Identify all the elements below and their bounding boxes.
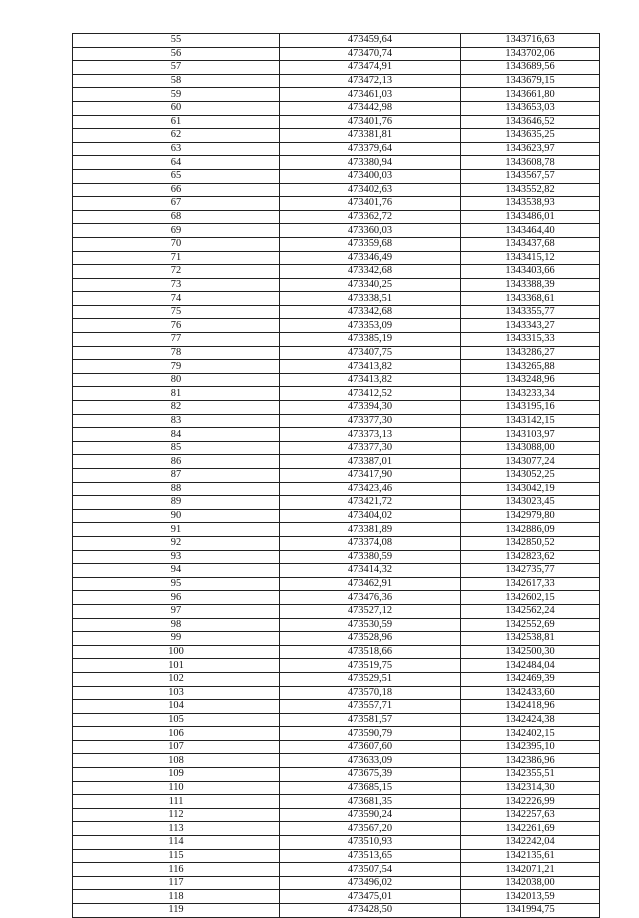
table-row — [73, 142, 600, 156]
point-number-cell: 107 — [73, 740, 280, 754]
point-number-cell: 98 — [73, 618, 280, 632]
y-coordinate-cell: 1342418,96 — [461, 700, 600, 714]
y-coordinate-cell: 1342552,69 — [461, 618, 600, 632]
x-coordinate-cell: 473685,15 — [280, 781, 461, 795]
x-coordinate-cell: 473428,50 — [280, 904, 461, 918]
x-coordinate-cell: 473385,19 — [280, 333, 461, 347]
x-coordinate-cell: 473412,52 — [280, 387, 461, 401]
x-coordinate-cell: 473407,75 — [280, 346, 461, 360]
table-row — [73, 713, 600, 727]
point-number-cell: 93 — [73, 550, 280, 564]
table-row — [73, 536, 600, 550]
table-row — [73, 659, 600, 673]
point-number-cell: 70 — [73, 237, 280, 251]
table-row — [73, 904, 600, 918]
x-coordinate-cell: 473528,96 — [280, 632, 461, 646]
point-number-cell: 92 — [73, 536, 280, 550]
point-number-cell: 82 — [73, 401, 280, 415]
y-coordinate-cell: 1343088,00 — [461, 441, 600, 455]
y-coordinate-cell: 1343623,97 — [461, 142, 600, 156]
x-coordinate-cell: 473513,65 — [280, 849, 461, 863]
y-coordinate-cell: 1342433,60 — [461, 686, 600, 700]
y-coordinate-cell: 1342355,51 — [461, 768, 600, 782]
x-coordinate-cell: 473401,76 — [280, 115, 461, 129]
x-coordinate-cell: 473633,09 — [280, 754, 461, 768]
y-coordinate-cell: 1343567,57 — [461, 169, 600, 183]
table-row — [73, 795, 600, 809]
y-coordinate-cell: 1343233,34 — [461, 387, 600, 401]
point-number-cell: 56 — [73, 47, 280, 61]
table-row — [73, 849, 600, 863]
point-number-cell: 68 — [73, 210, 280, 224]
x-coordinate-cell: 473340,25 — [280, 278, 461, 292]
point-number-cell: 118 — [73, 890, 280, 904]
table-row — [73, 333, 600, 347]
table-row — [73, 754, 600, 768]
y-coordinate-cell: 1343653,03 — [461, 101, 600, 115]
point-number-cell: 90 — [73, 509, 280, 523]
table-row — [73, 224, 600, 238]
y-coordinate-cell: 1343689,56 — [461, 61, 600, 75]
y-coordinate-cell: 1343077,24 — [461, 455, 600, 469]
y-coordinate-cell: 1342979,80 — [461, 509, 600, 523]
table-row — [73, 101, 600, 115]
y-coordinate-cell: 1343403,66 — [461, 265, 600, 279]
table-row — [73, 346, 600, 360]
x-coordinate-cell: 473527,12 — [280, 604, 461, 618]
y-coordinate-cell: 1343437,68 — [461, 237, 600, 251]
x-coordinate-cell: 473342,68 — [280, 265, 461, 279]
point-number-cell: 116 — [73, 863, 280, 877]
table-row — [73, 115, 600, 129]
table-row — [73, 428, 600, 442]
point-number-cell: 69 — [73, 224, 280, 238]
y-coordinate-cell: 1343265,88 — [461, 360, 600, 374]
point-number-cell: 105 — [73, 713, 280, 727]
point-number-cell: 100 — [73, 645, 280, 659]
table-row — [73, 509, 600, 523]
y-coordinate-cell: 1343661,80 — [461, 88, 600, 102]
point-number-cell: 81 — [73, 387, 280, 401]
x-coordinate-cell: 473414,32 — [280, 564, 461, 578]
point-number-cell: 104 — [73, 700, 280, 714]
y-coordinate-cell: 1341994,75 — [461, 904, 600, 918]
y-coordinate-cell: 1342314,30 — [461, 781, 600, 795]
point-number-cell: 114 — [73, 836, 280, 850]
point-number-cell: 74 — [73, 292, 280, 306]
x-coordinate-cell: 473423,46 — [280, 482, 461, 496]
point-number-cell: 119 — [73, 904, 280, 918]
y-coordinate-cell: 1342850,52 — [461, 536, 600, 550]
point-number-cell: 75 — [73, 305, 280, 319]
x-coordinate-cell: 473342,68 — [280, 305, 461, 319]
point-number-cell: 115 — [73, 849, 280, 863]
y-coordinate-cell: 1343486,01 — [461, 210, 600, 224]
x-coordinate-cell: 473404,02 — [280, 509, 461, 523]
x-coordinate-cell: 473377,30 — [280, 441, 461, 455]
point-number-cell: 78 — [73, 346, 280, 360]
x-coordinate-cell: 473461,03 — [280, 88, 461, 102]
y-coordinate-cell: 1342257,63 — [461, 808, 600, 822]
table-row — [73, 278, 600, 292]
y-coordinate-cell: 1343042,19 — [461, 482, 600, 496]
y-coordinate-cell: 1343646,52 — [461, 115, 600, 129]
point-number-cell: 89 — [73, 496, 280, 510]
table-row — [73, 700, 600, 714]
y-coordinate-cell: 1342013,59 — [461, 890, 600, 904]
table-row — [73, 441, 600, 455]
y-coordinate-cell: 1342071,21 — [461, 863, 600, 877]
x-coordinate-cell: 473400,03 — [280, 169, 461, 183]
x-coordinate-cell: 473338,51 — [280, 292, 461, 306]
point-number-cell: 113 — [73, 822, 280, 836]
y-coordinate-cell: 1343343,27 — [461, 319, 600, 333]
point-number-cell: 57 — [73, 61, 280, 75]
table-row — [73, 672, 600, 686]
x-coordinate-cell: 473581,57 — [280, 713, 461, 727]
x-coordinate-cell: 473570,18 — [280, 686, 461, 700]
table-row — [73, 591, 600, 605]
y-coordinate-cell: 1343195,16 — [461, 401, 600, 415]
point-number-cell: 106 — [73, 727, 280, 741]
table-row — [73, 319, 600, 333]
table-row — [73, 550, 600, 564]
coordinate-table-body — [73, 34, 600, 918]
table-row — [73, 469, 600, 483]
y-coordinate-cell: 1342469,39 — [461, 672, 600, 686]
table-row — [73, 47, 600, 61]
x-coordinate-cell: 473529,51 — [280, 672, 461, 686]
table-row — [73, 251, 600, 265]
y-coordinate-cell: 1342602,15 — [461, 591, 600, 605]
y-coordinate-cell: 1343286,27 — [461, 346, 600, 360]
point-number-cell: 85 — [73, 441, 280, 455]
y-coordinate-cell: 1342500,30 — [461, 645, 600, 659]
x-coordinate-cell: 473530,59 — [280, 618, 461, 632]
point-number-cell: 60 — [73, 101, 280, 115]
table-row — [73, 210, 600, 224]
x-coordinate-cell: 473413,82 — [280, 373, 461, 387]
table-row — [73, 360, 600, 374]
y-coordinate-cell: 1343248,96 — [461, 373, 600, 387]
point-number-cell: 61 — [73, 115, 280, 129]
point-number-cell: 91 — [73, 523, 280, 537]
point-number-cell: 110 — [73, 781, 280, 795]
point-number-cell: 80 — [73, 373, 280, 387]
x-coordinate-cell: 473353,09 — [280, 319, 461, 333]
table-row — [73, 740, 600, 754]
point-number-cell: 59 — [73, 88, 280, 102]
point-number-cell: 71 — [73, 251, 280, 265]
x-coordinate-cell: 473402,63 — [280, 183, 461, 197]
point-number-cell: 108 — [73, 754, 280, 768]
y-coordinate-cell: 1343023,45 — [461, 496, 600, 510]
table-row — [73, 34, 600, 48]
table-row — [73, 577, 600, 591]
y-coordinate-cell: 1343052,25 — [461, 469, 600, 483]
x-coordinate-cell: 473346,49 — [280, 251, 461, 265]
y-coordinate-cell: 1342038,00 — [461, 876, 600, 890]
point-number-cell: 109 — [73, 768, 280, 782]
y-coordinate-cell: 1343415,12 — [461, 251, 600, 265]
x-coordinate-cell: 473362,72 — [280, 210, 461, 224]
y-coordinate-cell: 1343635,25 — [461, 129, 600, 143]
table-row — [73, 88, 600, 102]
x-coordinate-cell: 473394,30 — [280, 401, 461, 415]
x-coordinate-cell: 473359,68 — [280, 237, 461, 251]
y-coordinate-cell: 1342562,24 — [461, 604, 600, 618]
point-number-cell: 58 — [73, 74, 280, 88]
table-row — [73, 292, 600, 306]
x-coordinate-cell: 473380,94 — [280, 156, 461, 170]
coordinate-table — [72, 33, 600, 918]
table-row — [73, 197, 600, 211]
table-row — [73, 632, 600, 646]
point-number-cell: 62 — [73, 129, 280, 143]
table-row — [73, 822, 600, 836]
y-coordinate-cell: 1342261,69 — [461, 822, 600, 836]
table-row — [73, 414, 600, 428]
point-number-cell: 84 — [73, 428, 280, 442]
x-coordinate-cell: 473413,82 — [280, 360, 461, 374]
x-coordinate-cell: 473507,54 — [280, 863, 461, 877]
table-row — [73, 401, 600, 415]
point-number-cell: 99 — [73, 632, 280, 646]
table-row — [73, 523, 600, 537]
y-coordinate-cell: 1343464,40 — [461, 224, 600, 238]
x-coordinate-cell: 473360,03 — [280, 224, 461, 238]
y-coordinate-cell: 1343388,39 — [461, 278, 600, 292]
point-number-cell: 117 — [73, 876, 280, 890]
table-row — [73, 265, 600, 279]
x-coordinate-cell: 473373,13 — [280, 428, 461, 442]
x-coordinate-cell: 473377,30 — [280, 414, 461, 428]
x-coordinate-cell: 473557,71 — [280, 700, 461, 714]
x-coordinate-cell: 473472,13 — [280, 74, 461, 88]
table-row — [73, 645, 600, 659]
point-number-cell: 94 — [73, 564, 280, 578]
y-coordinate-cell: 1342823,62 — [461, 550, 600, 564]
table-row — [73, 183, 600, 197]
point-number-cell: 67 — [73, 197, 280, 211]
x-coordinate-cell: 473510,93 — [280, 836, 461, 850]
x-coordinate-cell: 473475,01 — [280, 890, 461, 904]
x-coordinate-cell: 473607,60 — [280, 740, 461, 754]
point-number-cell: 87 — [73, 469, 280, 483]
x-coordinate-cell: 473462,91 — [280, 577, 461, 591]
y-coordinate-cell: 1343368,61 — [461, 292, 600, 306]
point-number-cell: 112 — [73, 808, 280, 822]
point-number-cell: 101 — [73, 659, 280, 673]
table-row — [73, 727, 600, 741]
x-coordinate-cell: 473417,90 — [280, 469, 461, 483]
table-row — [73, 604, 600, 618]
table-row — [73, 61, 600, 75]
table-row — [73, 836, 600, 850]
y-coordinate-cell: 1343538,93 — [461, 197, 600, 211]
y-coordinate-cell: 1342424,38 — [461, 713, 600, 727]
point-number-cell: 103 — [73, 686, 280, 700]
table-row — [73, 305, 600, 319]
y-coordinate-cell: 1342402,15 — [461, 727, 600, 741]
y-coordinate-cell: 1342886,09 — [461, 523, 600, 537]
table-row — [73, 876, 600, 890]
point-number-cell: 65 — [73, 169, 280, 183]
point-number-cell: 79 — [73, 360, 280, 374]
x-coordinate-cell: 473421,72 — [280, 496, 461, 510]
table-row — [73, 387, 600, 401]
table-row — [73, 237, 600, 251]
y-coordinate-cell: 1343679,15 — [461, 74, 600, 88]
y-coordinate-cell: 1342538,81 — [461, 632, 600, 646]
y-coordinate-cell: 1342135,61 — [461, 849, 600, 863]
point-number-cell: 95 — [73, 577, 280, 591]
point-number-cell: 55 — [73, 34, 280, 48]
x-coordinate-cell: 473518,66 — [280, 645, 461, 659]
x-coordinate-cell: 473496,02 — [280, 876, 461, 890]
y-coordinate-cell: 1343716,63 — [461, 34, 600, 48]
y-coordinate-cell: 1342242,04 — [461, 836, 600, 850]
point-number-cell: 64 — [73, 156, 280, 170]
x-coordinate-cell: 473381,89 — [280, 523, 461, 537]
x-coordinate-cell: 473681,35 — [280, 795, 461, 809]
x-coordinate-cell: 473380,59 — [280, 550, 461, 564]
x-coordinate-cell: 473401,76 — [280, 197, 461, 211]
y-coordinate-cell: 1343103,97 — [461, 428, 600, 442]
x-coordinate-cell: 473476,36 — [280, 591, 461, 605]
x-coordinate-cell: 473519,75 — [280, 659, 461, 673]
table-row — [73, 129, 600, 143]
x-coordinate-cell: 473675,39 — [280, 768, 461, 782]
point-number-cell: 76 — [73, 319, 280, 333]
table-row — [73, 618, 600, 632]
y-coordinate-cell: 1342395,10 — [461, 740, 600, 754]
point-number-cell: 73 — [73, 278, 280, 292]
table-row — [73, 890, 600, 904]
table-row — [73, 564, 600, 578]
point-number-cell: 111 — [73, 795, 280, 809]
y-coordinate-cell: 1342617,33 — [461, 577, 600, 591]
point-number-cell: 77 — [73, 333, 280, 347]
table-row — [73, 781, 600, 795]
y-coordinate-cell: 1343142,15 — [461, 414, 600, 428]
table-row — [73, 686, 600, 700]
point-number-cell: 63 — [73, 142, 280, 156]
coordinate-sheet — [72, 33, 599, 918]
x-coordinate-cell: 473381,81 — [280, 129, 461, 143]
table-row — [73, 482, 600, 496]
point-number-cell: 96 — [73, 591, 280, 605]
table-row — [73, 808, 600, 822]
table-row — [73, 455, 600, 469]
x-coordinate-cell: 473379,64 — [280, 142, 461, 156]
y-coordinate-cell: 1343552,82 — [461, 183, 600, 197]
point-number-cell: 83 — [73, 414, 280, 428]
y-coordinate-cell: 1342484,04 — [461, 659, 600, 673]
table-row — [73, 74, 600, 88]
x-coordinate-cell: 473590,24 — [280, 808, 461, 822]
x-coordinate-cell: 473567,20 — [280, 822, 461, 836]
table-row — [73, 496, 600, 510]
y-coordinate-cell: 1342386,96 — [461, 754, 600, 768]
point-number-cell: 97 — [73, 604, 280, 618]
x-coordinate-cell: 473387,01 — [280, 455, 461, 469]
y-coordinate-cell: 1342735,77 — [461, 564, 600, 578]
point-number-cell: 72 — [73, 265, 280, 279]
table-row — [73, 863, 600, 877]
point-number-cell: 102 — [73, 672, 280, 686]
table-row — [73, 373, 600, 387]
y-coordinate-cell: 1343702,06 — [461, 47, 600, 61]
point-number-cell: 88 — [73, 482, 280, 496]
y-coordinate-cell: 1343355,77 — [461, 305, 600, 319]
x-coordinate-cell: 473590,79 — [280, 727, 461, 741]
x-coordinate-cell: 473374,08 — [280, 536, 461, 550]
x-coordinate-cell: 473459,64 — [280, 34, 461, 48]
x-coordinate-cell: 473442,98 — [280, 101, 461, 115]
x-coordinate-cell: 473470,74 — [280, 47, 461, 61]
point-number-cell: 66 — [73, 183, 280, 197]
table-row — [73, 169, 600, 183]
x-coordinate-cell: 473474,91 — [280, 61, 461, 75]
table-row — [73, 768, 600, 782]
point-number-cell: 86 — [73, 455, 280, 469]
y-coordinate-cell: 1343608,78 — [461, 156, 600, 170]
y-coordinate-cell: 1343315,33 — [461, 333, 600, 347]
y-coordinate-cell: 1342226,99 — [461, 795, 600, 809]
table-row — [73, 156, 600, 170]
